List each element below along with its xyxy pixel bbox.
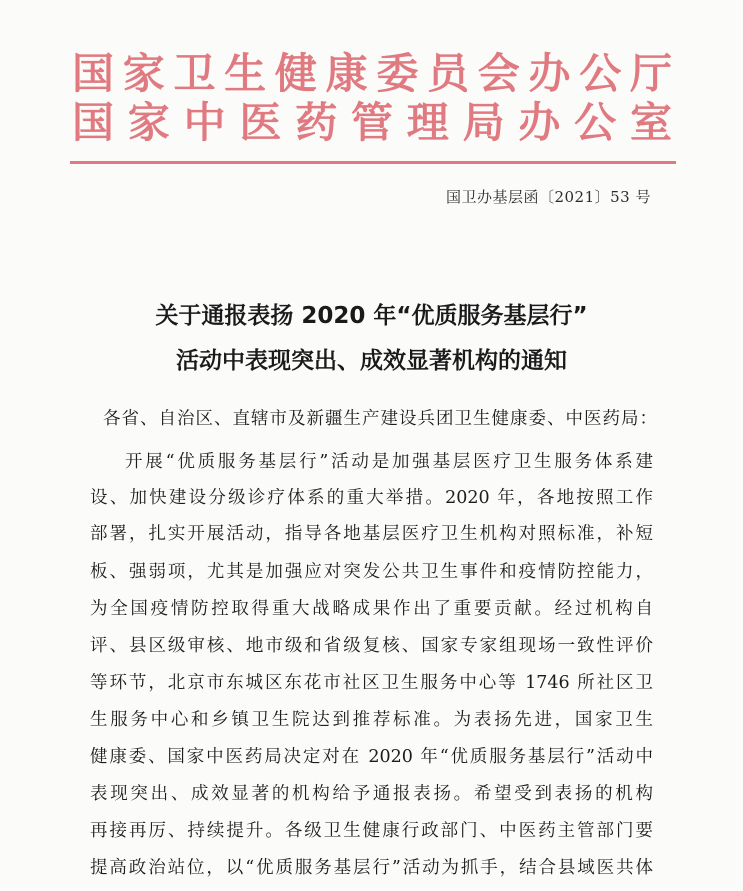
addressee: 各省、自治区、直辖市及新疆生产建设兵团卫生健康委、中医药局：	[103, 409, 658, 429]
document-title-line-2: 活动中表现突出、成效显著机构的通知	[176, 348, 567, 374]
body-line: 评、县区级审核、地市级和省级复核、国家专家组现场一致性评价	[90, 636, 653, 656]
body-line: 健康委、国家中医药局决定对在 2020 年“优质服务基层行”活动中	[90, 747, 653, 767]
body-line: 再接再厉、持续提升。各级卫生健康行政部门、中医药主管部门要	[90, 821, 653, 841]
body-line: 为全国疫情防控取得重大战略成果作出了重要贡献。经过机构自	[90, 599, 653, 619]
body-line: 等环节，北京市东城区东花市社区卫生服务中心等 1746 所社区卫	[90, 673, 653, 693]
document-title-line-1: 关于通报表扬 2020 年“优质服务基层行”	[155, 303, 588, 329]
body-line: 开展“优质服务基层行”活动是加强基层医疗卫生服务体系建	[125, 452, 653, 472]
body-line: 部署，扎实开展活动，指导各地基层医疗卫生机构对照标准，补短	[90, 524, 653, 544]
body-line: 提高政治站位，以“优质服务基层行”活动为抓手，结合县域医共体	[90, 858, 653, 878]
document-number: 国卫办基层函〔2021〕53 号	[445, 188, 651, 206]
body-line: 表现突出、成效显著的机构给予通报表扬。希望受到表扬的机构	[90, 784, 653, 804]
body-line: 板、强弱项，尤其是加强应对突发公共卫生事件和疫情防控能力，	[90, 562, 653, 582]
body-line: 设、加快建设分级诊疗体系的重大举措。2020 年，各地按照工作	[90, 488, 653, 508]
letterhead-line-2: 国家中医药管理局办公室	[72, 98, 672, 147]
letterhead-line-1: 国家卫生健康委员会办公厅	[72, 49, 672, 98]
body-line: 生服务中心和乡镇卫生院达到推荐标准。为表扬先进，国家卫生	[90, 710, 653, 730]
letterhead-divider	[70, 161, 676, 164]
